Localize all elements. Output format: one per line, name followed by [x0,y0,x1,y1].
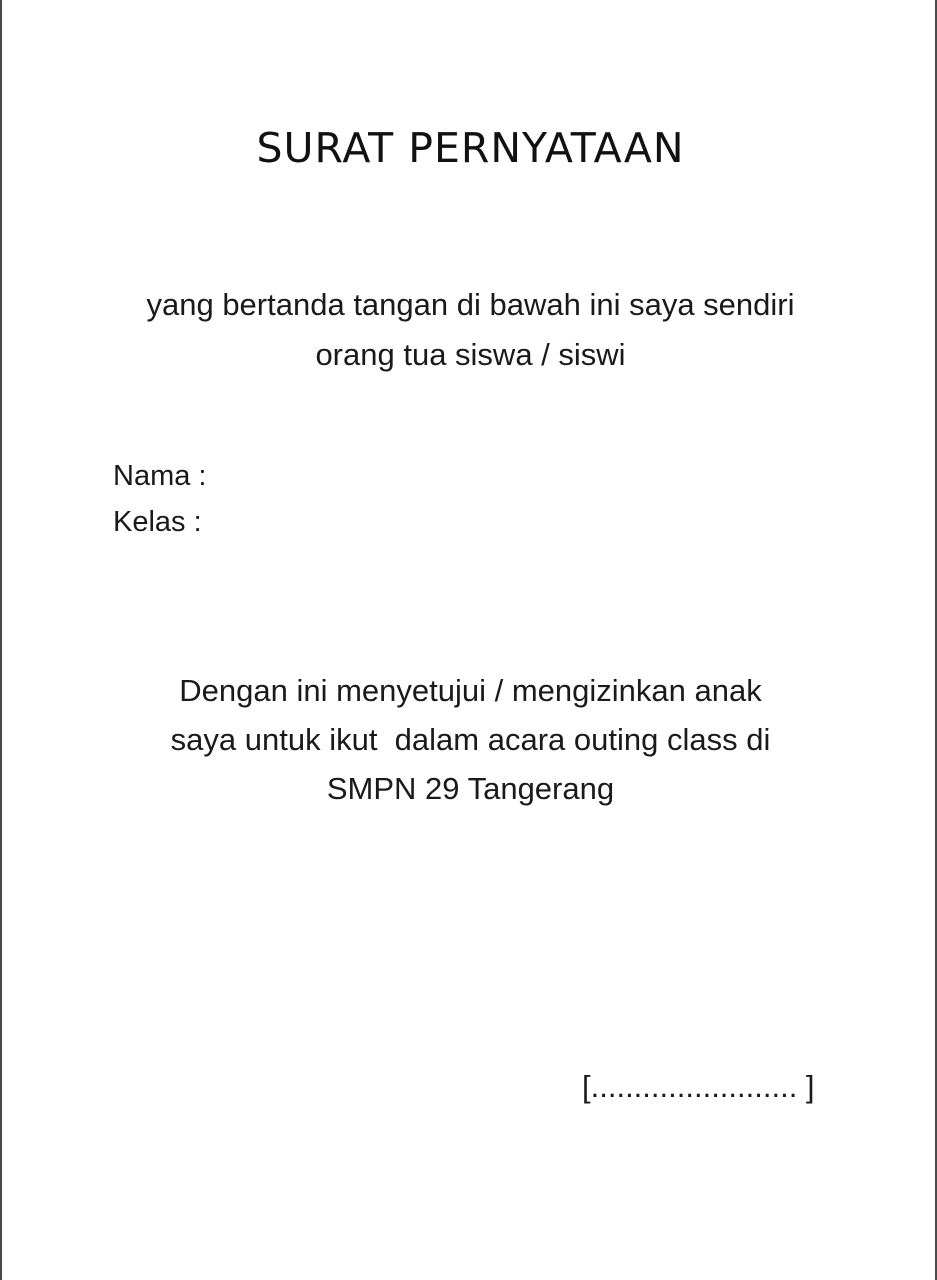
intro-paragraph [42,280,899,380]
consent-statement [42,666,899,813]
statement-line: Dengan ini menyetujui / mengizinkan anak [179,673,762,708]
document-title: SURAT PERNYATAAN [256,124,685,172]
name-field-label: Nama : [113,460,207,492]
statement-line: saya untuk ikut dalam acara outing class di [170,722,771,757]
intro-line: orang tua siswa / siswi [315,337,626,372]
statement-line: SMPN 29 Tangerang [326,771,615,806]
signature-placeholder: [........................ ] [582,1069,815,1104]
form-fields [113,453,206,545]
intro-line: yang bertanda tangan di bawah ini saya sendiri [146,287,795,322]
class-field-label: Kelas : [113,506,202,538]
